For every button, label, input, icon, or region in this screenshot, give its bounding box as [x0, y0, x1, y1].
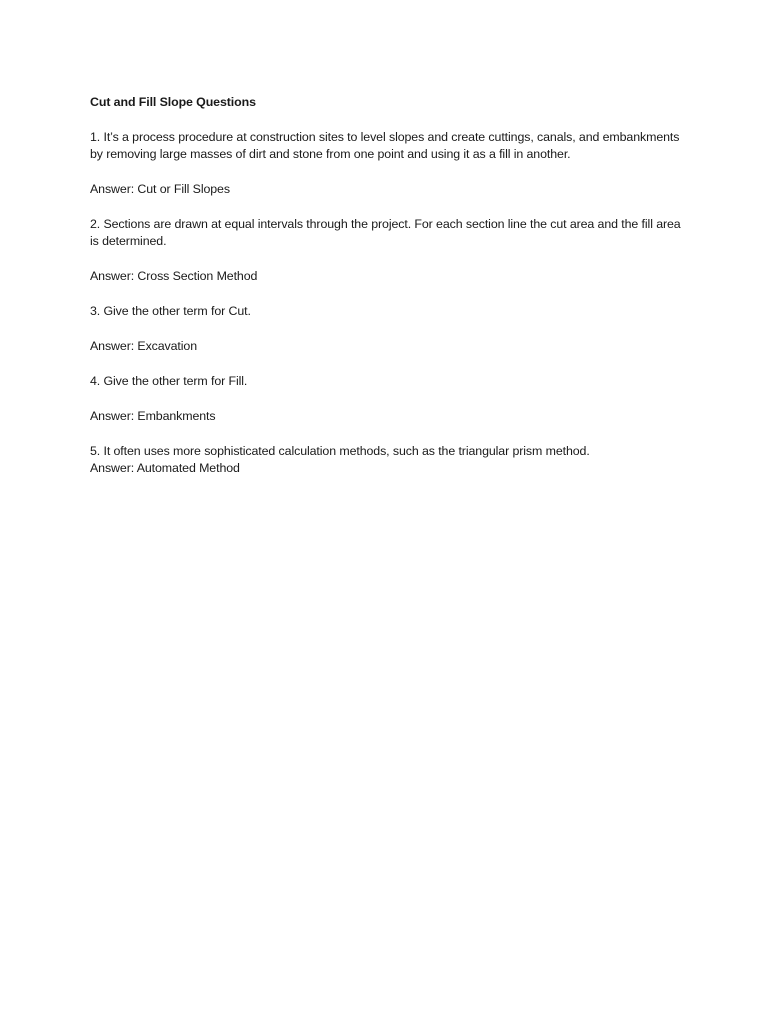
answer-2: Answer: Cross Section Method: [90, 269, 258, 283]
document-body: [90, 94, 690, 477]
answer-3: Answer: Excavation: [90, 339, 198, 353]
question-1: 1. It’s a process procedure at construction sites to level slopes and create cuttings, canals, and embankments by removing large masses of dirt and stone from one point and using it as a fill in another.: [90, 130, 680, 161]
answer-4: Answer: Embankments: [90, 409, 216, 423]
question-4: 4. Give the other term for Fill.: [90, 374, 248, 388]
answer-5: Answer: Automated Method: [90, 461, 240, 475]
question-2: 2. Sections are drawn at equal intervals through the project. For each section line the cut area and the fill area is determined.: [90, 217, 681, 248]
document-title: Cut and Fill Slope Questions: [90, 95, 256, 109]
question-3: 3. Give the other term for Cut.: [90, 304, 251, 318]
answer-1: Answer: Cut or Fill Slopes: [90, 182, 230, 196]
question-5: 5. It often uses more sophisticated calculation methods, such as the triangular prism method.: [90, 444, 590, 458]
